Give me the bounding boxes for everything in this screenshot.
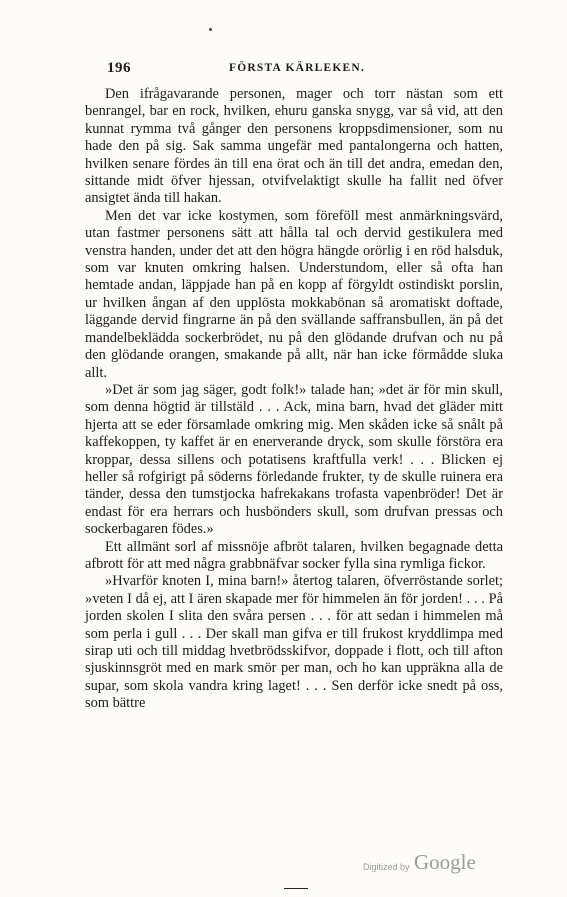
google-logo: Google bbox=[414, 850, 476, 874]
paragraph: Men det var icke kostymen, som föreföll mest anmärkningsvärd, utan fastmer personens sätt att hålla tal och dervid gestikulera med venstra handen, under det att den högra hängde orörlig i en röd halsduk, som var knuten omkring halsen. Understundom, eller så ofta han hemtade andan, läppjade han på en kopp af förgyldt ostindiskt porslin, ur hvilken ångan af den upplösta mokkabönan så aromatiskt doftade, läggande dervid fingrarne än på den svällande saffransbullen, än på det mandelbeklädda sockerbrödet, nu på den glödande drufvan och nu på den glödande orangen, smakande på allt, när han icke förmådde sluka allt. bbox=[85, 207, 503, 381]
digitization-watermark bbox=[0, 850, 567, 880]
digitized-by-label: Digitized by bbox=[363, 862, 410, 872]
paragraph: »Hvarför knoten I, mina barn!» återtog talaren, öfverröstande sorlet; »veten I då ej, att I ären skapade mer för himmelen än för jorden! . . . På jorden skolen I slita den svåra persen . . . för att sedan i himmelen må som perla i gull . . . Der skall man gifva er till frukost kryddlimpa med sirap uti och till middag hvetbrödsskifvor, doppade i flott, och till afton sjuskinnsgröt med en mark smör per man, och ho kan uppräkna alla de supar, som skola vandra kring laget! . . . Sen derför icke snedt på oss, som bättre bbox=[85, 573, 503, 712]
bottom-rule bbox=[284, 888, 308, 889]
page-number: 196 bbox=[107, 60, 131, 76]
running-title: FÖRSTA KÄRLEKEN. bbox=[229, 62, 365, 74]
ink-speck bbox=[209, 28, 212, 31]
paragraph: Ett allmänt sorl af missnöje afbröt talaren, hvilken begagnade detta afbrott för att med några grabbnäfvar socker fylla sina rymliga fickor. bbox=[85, 538, 503, 572]
paragraph: »Det är som jag säger, godt folk!» talade han; »det är för min skull, som denna högtid är tillstäld . . . Ack, mina barn, hvad det gläder mitt hjerta att se eder församlade omkring mig. Men skåden icke så snålt på kaffekoppen, ty kaffet är en enerverande dryck, som skulle förstöra era kroppar, dessa sillens och potatisens kraftfulla verk! . . . Blicken ej heller så rofgirigt på söderns förledande frukter, ty de skulle ruinera era tänder, dessa den tumstjocka hafrekakans trofasta vapenbröder! Det är endast för era herrars och husbönders skull, som drufvan pressas och sockerbagaren födes.» bbox=[85, 381, 503, 538]
paragraph: Den ifrågavarande personen, mager och torr nästan som ett benrangel, bar en rock, hvilken, ehuru ganska snygg, var så vid, att den kunnat rymma två gånger den personens kroppsdimensioner, som nu hade den på sig. Sak samma ungefär med pantalongerna och hatten, hvilken senare fördes än till ena örat och än till det andra, emedan den, sittande midt öfver hjessan, otvifvelaktigt skulle ha fallit ned öfver ansigtet ända till hakan. bbox=[85, 86, 503, 207]
page-header bbox=[107, 60, 487, 78]
body-text bbox=[85, 86, 503, 713]
